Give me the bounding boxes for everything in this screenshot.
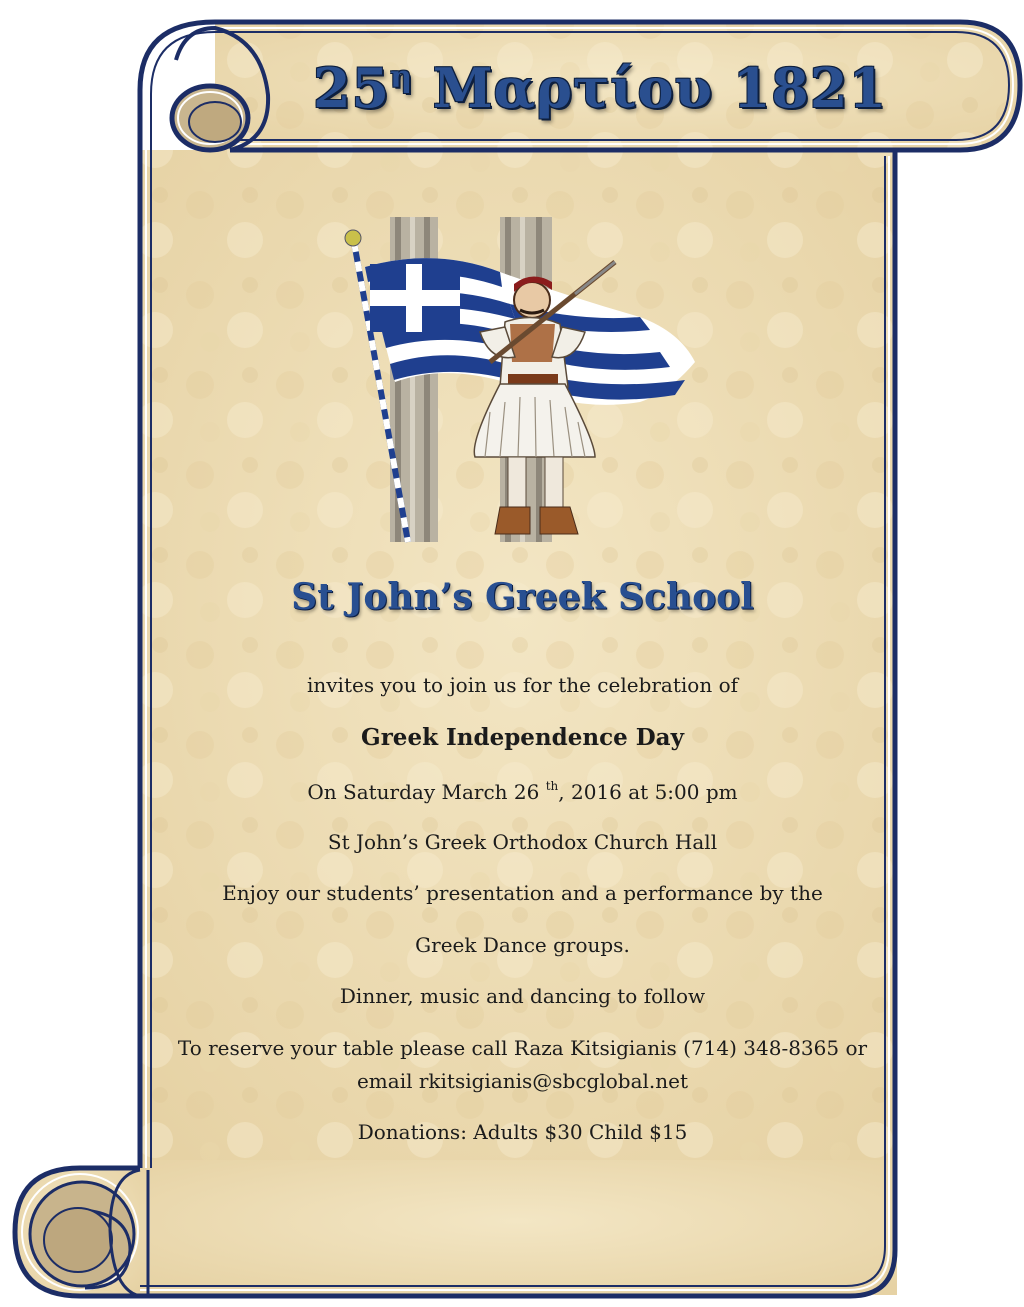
invite-line: invites you to join us for the celebration of <box>306 673 739 697</box>
title-date-greek: $25^\eta$ Μαρτίου 1821 <box>312 56 888 120</box>
event-venue: St John’s Greek Orthodox Church Hall <box>327 830 718 854</box>
reservation-line-1: To reserve your table please call Raza Kitsigianis (714) 348-8365 or <box>177 1036 868 1060</box>
program-line-1: Enjoy our students’ presentation and a performance by the <box>222 881 823 905</box>
donations-line: Donations: Adults $30 Child $15 <box>357 1120 688 1144</box>
event-name: Greek Independence Day <box>361 724 684 751</box>
greek-flag-soldier-illustration <box>340 212 700 547</box>
program-line-2: Greek Dance groups. <box>415 933 630 957</box>
event-date: On Saturday March 26 $^{th}$, 2016 at 5:00 pm <box>307 779 738 804</box>
dinner-line: Dinner, music and dancing to follow <box>339 984 706 1008</box>
reservation-email-line: email rkitsigianis@sbcglobal.net <box>356 1069 689 1093</box>
school-name-heading: St John’s Greek School <box>291 576 754 618</box>
